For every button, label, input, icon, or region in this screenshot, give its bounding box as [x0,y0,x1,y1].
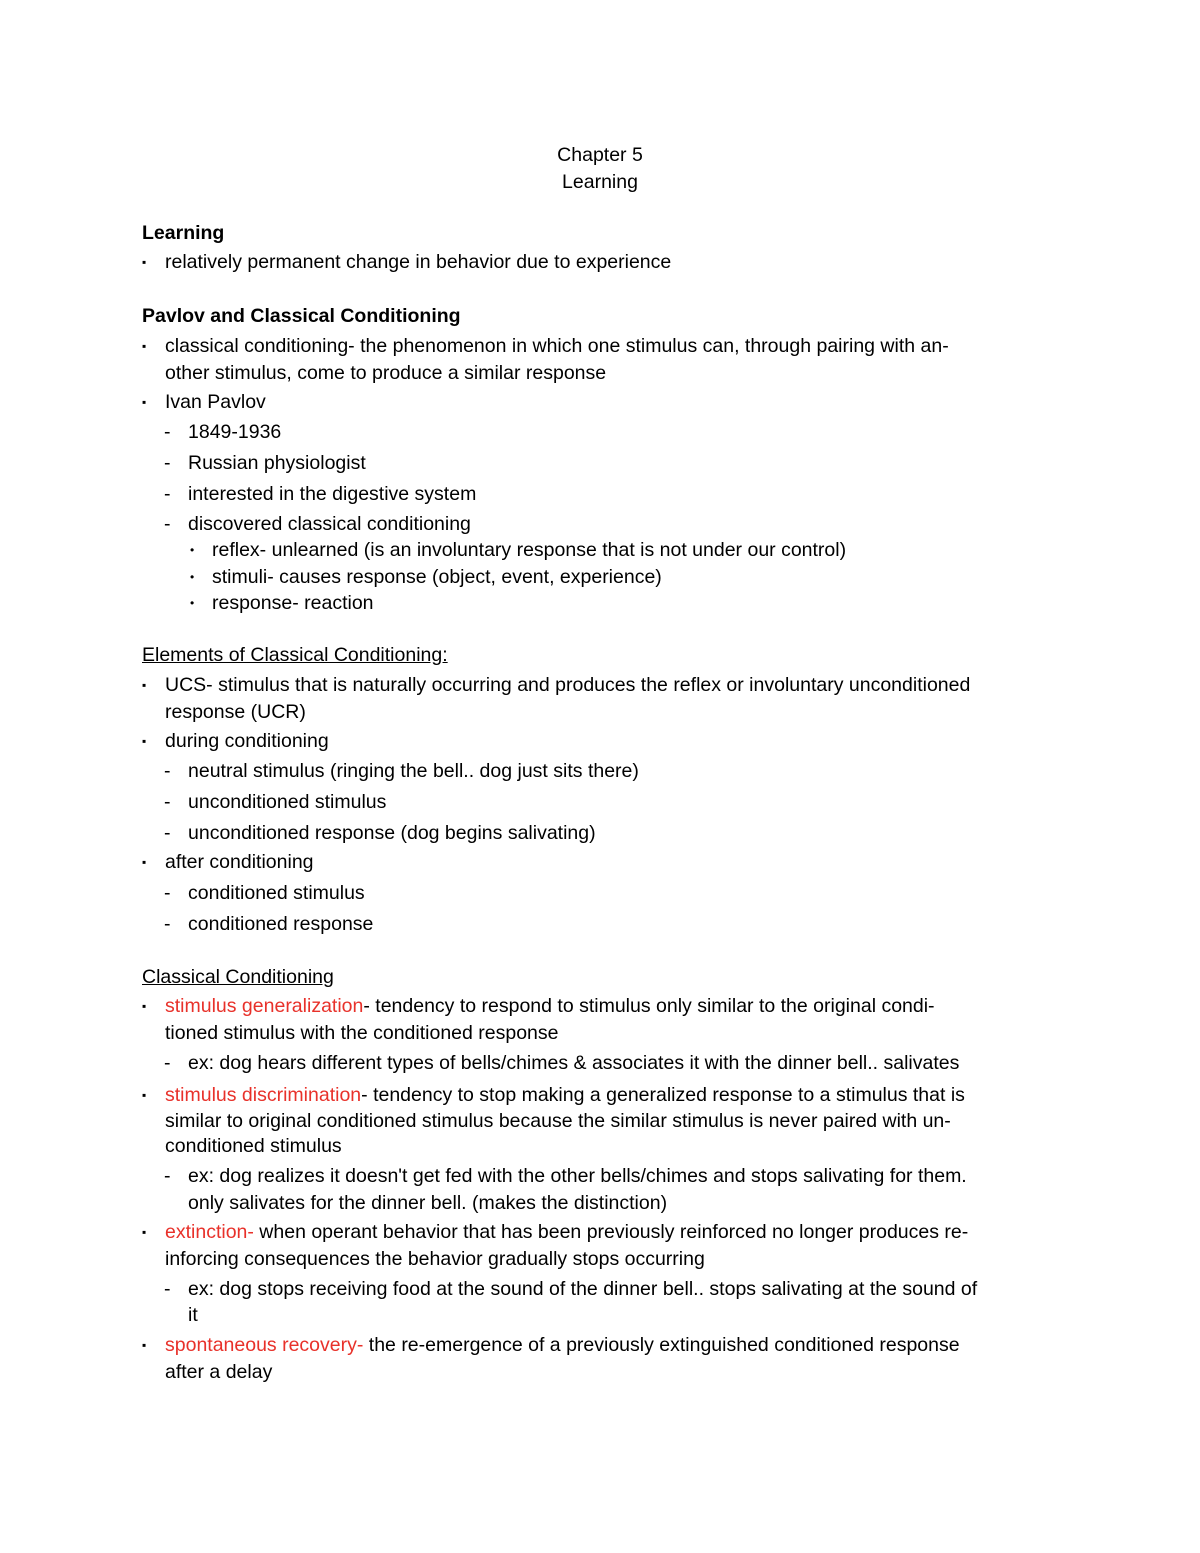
line-text: unconditioned response (dog begins salivating) [188,822,596,844]
dash-marker: - [164,1052,171,1074]
sub-bullet-marker: • [190,596,195,610]
line-text: it [188,1304,198,1326]
dash-marker: - [164,1165,171,1187]
chapter-title: Learning [562,171,638,193]
highlighted-term: spontaneous recovery- [165,1334,364,1356]
line-text: spontaneous recovery- the re-emergence of a previously extinguished conditioned response [165,1334,960,1356]
line-text: stimulus generalization- tendency to respond to stimulus only similar to the original condi- [165,995,935,1017]
bullet-marker: ▪ [142,339,147,353]
line-text: similar to original conditioned stimulus because the similar stimulus is never paired with un- [165,1110,951,1132]
line-text: ex: dog realizes it doesn't get fed with the other bells/chimes and stops salivating for them. [188,1165,967,1187]
dash-marker: - [164,882,171,904]
dash-marker: - [164,452,171,474]
dash-marker: - [164,791,171,813]
sub-bullet-marker: • [190,543,195,557]
highlighted-term: extinction- [165,1221,254,1243]
line-text: inforcing consequences the behavior gradually stops occurring [165,1248,705,1270]
line-text: tioned stimulus with the conditioned response [165,1022,559,1044]
bullet-marker: ▪ [142,1088,147,1102]
line-text: discovered classical conditioning [188,513,471,535]
bullet-marker: ▪ [142,678,147,692]
line-text: reflex- unlearned (is an involuntary response that is not under our control) [212,539,847,561]
line-text: interested in the digestive system [188,483,477,505]
bullet-marker: ▪ [142,999,147,1013]
line-text: response- reaction [212,592,374,614]
line-text: conditioned response [188,913,374,935]
dash-marker: - [164,913,171,935]
chapter-number: Chapter 5 [557,144,643,166]
dash-marker: - [164,760,171,782]
section-heading: Learning [142,222,225,244]
dash-marker: - [164,421,171,443]
bullet-marker: ▪ [142,855,147,869]
bullet-marker: ▪ [142,255,147,269]
line-text: ex: dog hears different types of bells/chimes & associates it with the dinner bell.. salivates [188,1052,960,1074]
section-heading: Classical Conditioning [142,966,334,988]
line-text: relatively permanent change in behavior due to experience [165,251,672,273]
line-text: Ivan Pavlov [165,391,266,413]
bullet-marker: ▪ [142,1338,147,1352]
highlighted-term: stimulus generalization [165,995,364,1017]
line-text: response (UCR) [165,701,306,723]
line-text: Russian physiologist [188,452,366,474]
dash-marker: - [164,513,171,535]
dash-marker: - [164,1278,171,1300]
line-text: stimuli- causes response (object, event, experience) [212,566,662,588]
line-text: conditioned stimulus [165,1135,342,1157]
line-text: unconditioned stimulus [188,791,387,813]
line-text: only salivates for the dinner bell. (makes the distinction) [188,1192,668,1214]
bullet-marker: ▪ [142,734,147,748]
dash-marker: - [164,483,171,505]
line-text: ex: dog stops receiving food at the sound of the dinner bell.. stops salivating at the sound of [188,1278,978,1300]
line-text: classical conditioning- the phenomenon in which one stimulus can, through pairing with an- [165,335,949,357]
line-text: 1849-1936 [188,421,282,443]
sub-bullet-marker: • [190,570,195,584]
line-text: UCS- stimulus that is naturally occurring and produces the reflex or involuntary unconditioned [165,674,971,696]
line-text: after conditioning [165,851,314,873]
bullet-marker: ▪ [142,1225,147,1239]
line-text: other stimulus, come to produce a similar response [165,362,607,384]
bullet-marker: ▪ [142,395,147,409]
section-heading: Pavlov and Classical Conditioning [142,305,461,327]
highlighted-term: stimulus discrimination [165,1084,362,1106]
line-text: during conditioning [165,730,329,752]
section-heading: Elements of Classical Conditioning: [142,644,448,666]
dash-marker: - [164,822,171,844]
line-text: after a delay [165,1361,273,1383]
line-text: stimulus discrimination- tendency to stop making a generalized response to a stimulus that is [165,1084,965,1106]
line-text: conditioned stimulus [188,882,365,904]
line-text: neutral stimulus (ringing the bell.. dog just sits there) [188,760,639,782]
line-text: extinction- when operant behavior that has been previously reinforced no longer produces re- [165,1221,969,1243]
